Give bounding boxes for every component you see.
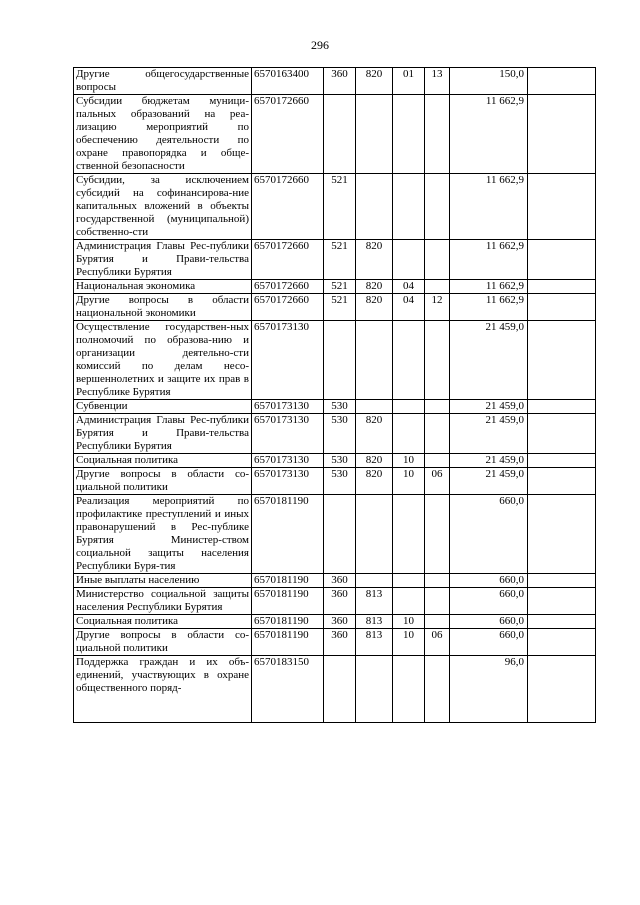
table-row [74,240,596,280]
subsection-cell [425,414,450,454]
target-code-cell: 6570172660 [252,280,324,294]
amount-cell: 11 662,9 [450,280,528,294]
extra-cell [528,414,596,454]
target-code-cell: 6570181190 [252,588,324,615]
subsection-cell [425,174,450,240]
row-name-cell: Другие общегосударственные вопросы [74,68,252,95]
admin-code-cell: 820 [356,454,393,468]
subsection-cell: 06 [425,468,450,495]
admin-code-cell: 820 [356,294,393,321]
amount-cell: 96,0 [450,656,528,723]
expense-type-cell [324,95,356,174]
row-name-cell: Поддержка граждан и их объ-единений, участвующих в охране общественного поряд- [74,656,252,723]
subsection-cell [425,280,450,294]
row-name-cell: Осуществление государствен-ных полномочий по образова-нию и организации деятельно-сти комиссий по делам несо-вершеннолетних и защите их прав в Республике Бурятия [74,321,252,400]
target-code-cell: 6570173130 [252,414,324,454]
table-row [74,588,596,615]
table-row [74,68,596,95]
subsection-cell [425,321,450,400]
table-row [74,321,596,400]
amount-cell: 11 662,9 [450,174,528,240]
row-name-cell: Национальная экономика [74,280,252,294]
section-cell: 01 [393,68,425,95]
section-cell [393,240,425,280]
expense-type-cell: 360 [324,629,356,656]
target-code-cell: 6570181190 [252,574,324,588]
extra-cell [528,588,596,615]
subsection-cell [425,588,450,615]
row-name-cell: Другие вопросы в области национальной экономики [74,294,252,321]
extra-cell [528,629,596,656]
subsection-cell [425,400,450,414]
extra-cell [528,468,596,495]
admin-code-cell: 820 [356,280,393,294]
amount-cell: 660,0 [450,629,528,656]
target-code-cell: 6570181190 [252,615,324,629]
amount-cell: 11 662,9 [450,240,528,280]
extra-cell [528,574,596,588]
subsection-cell [425,454,450,468]
table-row [74,574,596,588]
row-name-cell: Реализация мероприятий по профилактике преступлений и иных правонарушений в Рес-публике Бурятия Министер-ством социальной защиты населения Республики Буря-тия [74,495,252,574]
table-row [74,495,596,574]
amount-cell: 150,0 [450,68,528,95]
section-cell [393,174,425,240]
expense-type-cell: 521 [324,174,356,240]
section-cell [393,574,425,588]
extra-cell [528,615,596,629]
extra-cell [528,240,596,280]
expense-type-cell [324,495,356,574]
section-cell [393,588,425,615]
extra-cell [528,294,596,321]
amount-cell: 21 459,0 [450,468,528,495]
admin-code-cell [356,495,393,574]
row-name-cell: Другие вопросы в области со-циальной политики [74,629,252,656]
admin-code-cell: 813 [356,588,393,615]
section-cell [393,95,425,174]
admin-code-cell: 813 [356,615,393,629]
target-code-cell: 6570173130 [252,454,324,468]
expense-type-cell: 530 [324,414,356,454]
amount-cell: 21 459,0 [450,414,528,454]
row-name-cell: Иные выплаты населению [74,574,252,588]
amount-cell: 21 459,0 [450,454,528,468]
section-cell [393,321,425,400]
section-cell: 04 [393,280,425,294]
table-row [74,615,596,629]
admin-code-cell [356,656,393,723]
table-row [74,400,596,414]
target-code-cell: 6570173130 [252,468,324,495]
row-name-cell: Социальная политика [74,454,252,468]
extra-cell [528,495,596,574]
admin-code-cell: 820 [356,468,393,495]
section-cell: 10 [393,468,425,495]
target-code-cell: 6570172660 [252,240,324,280]
admin-code-cell [356,95,393,174]
section-cell: 10 [393,454,425,468]
amount-cell: 660,0 [450,615,528,629]
row-name-cell: Администрация Главы Рес-публики Бурятия и Прави-тельства Республики Бурятия [74,414,252,454]
target-code-cell: 6570172660 [252,294,324,321]
target-code-cell: 6570181190 [252,495,324,574]
table-row [74,174,596,240]
row-name-cell: Социальная политика [74,615,252,629]
extra-cell [528,454,596,468]
subsection-cell [425,240,450,280]
admin-code-cell [356,400,393,414]
expense-type-cell: 360 [324,615,356,629]
table-row [74,454,596,468]
table-row [74,414,596,454]
target-code-cell: 6570172660 [252,95,324,174]
subsection-cell: 06 [425,629,450,656]
expense-type-cell: 360 [324,588,356,615]
admin-code-cell: 820 [356,68,393,95]
table-row [74,280,596,294]
row-name-cell: Другие вопросы в области со-циальной политики [74,468,252,495]
expense-type-cell: 521 [324,280,356,294]
amount-cell: 660,0 [450,574,528,588]
extra-cell [528,95,596,174]
target-code-cell: 6570173130 [252,321,324,400]
section-cell: 10 [393,615,425,629]
table-body [74,68,596,723]
expense-type-cell: 360 [324,68,356,95]
section-cell [393,656,425,723]
row-name-cell: Субсидии бюджетам муници-пальных образований на реа-лизацию мероприятий по обеспечению деятельности по охране правопорядка и обще-ственной безопасности [74,95,252,174]
amount-cell: 21 459,0 [450,321,528,400]
extra-cell [528,68,596,95]
admin-code-cell: 813 [356,629,393,656]
page-number: 296 [311,38,329,52]
expense-type-cell: 530 [324,400,356,414]
subsection-cell: 12 [425,294,450,321]
expense-type-cell: 530 [324,468,356,495]
expense-type-cell: 521 [324,240,356,280]
row-name-cell: Администрация Главы Рес-публики Бурятия и Прави-тельства Республики Бурятия [74,240,252,280]
admin-code-cell [356,574,393,588]
target-code-cell: 6570183150 [252,656,324,723]
amount-cell: 11 662,9 [450,95,528,174]
section-cell [393,495,425,574]
target-code-cell: 6570172660 [252,174,324,240]
subsection-cell [425,495,450,574]
extra-cell [528,656,596,723]
subsection-cell [425,615,450,629]
admin-code-cell [356,174,393,240]
table-row [74,294,596,321]
admin-code-cell: 820 [356,414,393,454]
budget-table [73,67,596,723]
subsection-cell [425,95,450,174]
expense-type-cell [324,321,356,400]
target-code-cell: 6570181190 [252,629,324,656]
expense-type-cell: 360 [324,574,356,588]
amount-cell: 21 459,0 [450,400,528,414]
expense-type-cell: 521 [324,294,356,321]
admin-code-cell [356,321,393,400]
target-code-cell: 6570173130 [252,400,324,414]
target-code-cell: 6570163400 [252,68,324,95]
subsection-cell: 13 [425,68,450,95]
section-cell [393,400,425,414]
table-row [74,629,596,656]
section-cell [393,414,425,454]
extra-cell [528,400,596,414]
row-name-cell: Министерство социальной защиты населения Республики Бурятия [74,588,252,615]
row-name-cell: Субсидии, за исключением субсидий на софинансирова-ние капитальных вложений в объекты государственной (муниципальной) собственно-сти [74,174,252,240]
extra-cell [528,174,596,240]
amount-cell: 11 662,9 [450,294,528,321]
amount-cell: 660,0 [450,588,528,615]
expense-type-cell: 530 [324,454,356,468]
section-cell: 04 [393,294,425,321]
admin-code-cell: 820 [356,240,393,280]
extra-cell [528,321,596,400]
subsection-cell [425,656,450,723]
table-row [74,95,596,174]
amount-cell: 660,0 [450,495,528,574]
section-cell: 10 [393,629,425,656]
table-row [74,468,596,495]
row-name-cell: Субвенции [74,400,252,414]
subsection-cell [425,574,450,588]
extra-cell [528,280,596,294]
table-row [74,656,596,723]
expense-type-cell [324,656,356,723]
